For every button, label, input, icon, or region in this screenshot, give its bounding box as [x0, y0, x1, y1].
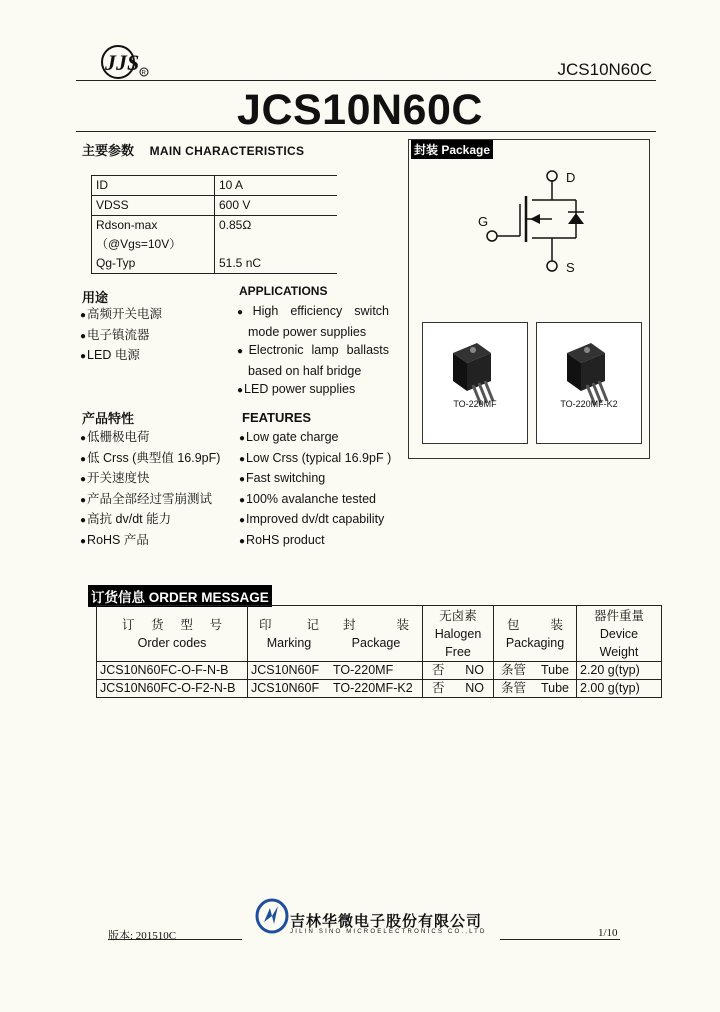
package-image-to220mf-k2	[536, 322, 642, 444]
logo-text: JJS	[105, 50, 140, 75]
value-cell: 0.85Ω	[215, 216, 338, 236]
cell-package: TO-220MF-K2	[330, 680, 423, 698]
list-item: ● 低栅极电荷	[80, 428, 220, 449]
list-item-continuation: mode power supplies	[248, 324, 367, 339]
cell-packaging: 条管 Tube	[494, 662, 577, 680]
cell-halogen: 否 NO	[423, 662, 494, 680]
list-item: ● Low Crss (typical 16.9pF )	[239, 449, 391, 470]
cell-order-code: JCS10N60FC-O-F2-N-B	[97, 680, 248, 698]
source-label: S	[566, 260, 575, 275]
cell-weight: 2.20 g(typ)	[577, 662, 662, 680]
cell-marking: JCS10N60F	[248, 662, 331, 680]
param-cell: VDSS	[92, 196, 215, 216]
applications-heading-en: APPLICATIONS	[239, 284, 328, 298]
main-characteristics-heading	[82, 140, 304, 159]
header-halogen: 无卤素 Halogen Free	[423, 606, 494, 662]
applications-list-en	[237, 302, 389, 401]
list-item: ● LED 电源	[80, 346, 162, 367]
version-label: 版本: 201510C	[108, 930, 177, 942]
cell-order-code: JCS10N60FC-O-F-N-B	[97, 662, 248, 680]
applications-list-cn	[80, 305, 162, 367]
value-cell: 10 A	[215, 176, 338, 196]
list-item: ● Low gate charge	[239, 428, 391, 449]
cell-package: TO-220MF	[330, 662, 423, 680]
title-rule	[76, 131, 656, 132]
package-image-to220mf	[422, 322, 528, 444]
list-item: ● 高抗 dv/dt 能力	[80, 510, 220, 531]
package-caption: TO-220MF	[453, 399, 497, 409]
drain-label: D	[566, 170, 576, 185]
features-list-cn	[80, 428, 220, 551]
value-cell	[215, 235, 338, 254]
package-title: 封装 Package	[411, 140, 493, 159]
cell-marking: JCS10N60F	[248, 680, 331, 698]
features-list-en	[239, 428, 391, 551]
table-row	[92, 254, 338, 274]
list-item: ● RoHS 产品	[80, 531, 220, 552]
table-row	[92, 235, 338, 254]
value-cell: 51.5 nC	[215, 254, 338, 274]
features-heading-cn: 产品特性	[82, 411, 135, 426]
header-order-codes: 订 货 型 号 Order codes	[97, 606, 248, 662]
list-item: ● Electronic lamp ballasts	[237, 341, 389, 362]
footer-rule	[500, 939, 620, 940]
page-number: 1/10	[598, 927, 618, 939]
list-item: ● 100% avalanche tested	[239, 490, 391, 511]
list-item: ● Improved dv/dt capability	[239, 510, 391, 531]
list-item: ● 高频开关电源	[80, 305, 162, 326]
header-packaging: 包 装 Packaging	[494, 606, 577, 662]
company-logo	[100, 44, 152, 80]
svg-text:R: R	[141, 70, 146, 77]
table-row	[92, 176, 338, 196]
order-table	[96, 605, 662, 698]
footer-rule	[108, 939, 242, 940]
characteristics-table	[91, 175, 337, 274]
header-package: 封 装 Package	[330, 606, 423, 662]
list-item: ● 开关速度快	[80, 469, 220, 490]
company-footer-logo	[252, 898, 292, 934]
gate-label: G	[478, 214, 489, 229]
applications-heading-cn: 用途	[82, 290, 109, 305]
company-name-en: JILIN SINO MICROELECTRONICS CO.,LTD	[290, 929, 487, 935]
list-item: ● 产品全部经过雪崩测试	[80, 490, 220, 511]
package-caption: TO-220MF-K2	[560, 399, 618, 409]
features-heading-en: FEATURES	[242, 410, 312, 425]
header-weight: 器件重量 Device Weight	[577, 606, 662, 662]
param-cell: Qg-Typ	[92, 254, 215, 274]
cell-halogen: 否 NO	[423, 680, 494, 698]
list-item-continuation: based on half bridge	[248, 363, 362, 378]
list-item: ● High efficiency switch	[237, 302, 389, 323]
heading-en: MAIN CHARACTERISTICS	[149, 144, 305, 158]
cell-packaging: 条管 Tube	[494, 680, 577, 698]
order-title: 订货信息 ORDER MESSAGE	[88, 585, 272, 607]
list-item: ● Fast switching	[239, 469, 391, 490]
heading-cn: 主要参数	[82, 143, 135, 158]
list-item: ● RoHS product	[239, 531, 391, 552]
cell-weight: 2.00 g(typ)	[577, 680, 662, 698]
list-item: ● LED power supplies	[237, 380, 389, 401]
header-part-number: JCS10N60C	[557, 60, 652, 79]
table-row	[97, 662, 662, 680]
table-row	[92, 196, 338, 216]
header-rule	[76, 80, 656, 81]
list-item: ● 低 Crss (典型值 16.9pF)	[80, 449, 220, 470]
mosfet-symbol	[470, 160, 610, 280]
list-item: ● 电子镇流器	[80, 326, 162, 347]
table-header-row	[97, 606, 662, 662]
table-row	[92, 216, 338, 236]
value-cell: 600 V	[215, 196, 338, 216]
page-title: JCS10N60C	[237, 86, 483, 134]
table-row	[97, 680, 662, 698]
company-name-cn: 吉林华微电子股份有限公司	[290, 913, 483, 930]
param-cell: （@Vgs=10V）	[92, 235, 215, 254]
param-cell: ID	[92, 176, 215, 196]
param-cell: Rdson-max	[92, 216, 215, 236]
header-marking: 印 记 Marking	[248, 606, 331, 662]
